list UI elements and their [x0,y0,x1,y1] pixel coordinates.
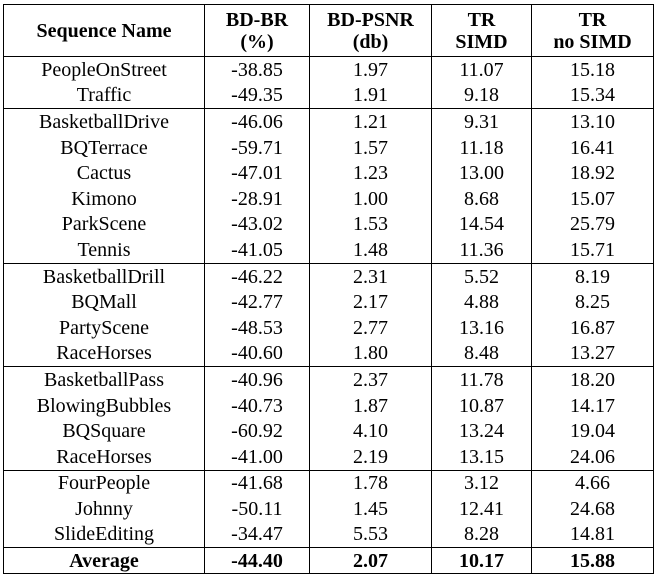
cell-sequence-name: FourPeople [4,470,205,496]
cell-sequence-name: BQMall [4,289,205,315]
cell-bd-br: -43.02 [205,212,310,238]
row-group-1 [4,57,654,109]
table-row [4,367,654,393]
cell-tr-simd: 13.16 [432,315,532,341]
cell-bd-br: -49.35 [205,83,310,109]
average-bd-psnr: 2.07 [310,548,432,574]
table-row [4,522,654,548]
header-tr-simd-line2: SIMD [455,30,508,53]
cell-tr-no-simd: 14.81 [532,522,654,548]
cell-bd-psnr: 1.23 [310,160,432,186]
table-row [4,444,654,470]
table-row [4,341,654,367]
cell-tr-no-simd: 25.79 [532,212,654,238]
header-tr-simd [432,5,532,57]
table-row [4,263,654,289]
cell-tr-no-simd: 15.34 [532,83,654,109]
cell-bd-psnr: 5.53 [310,522,432,548]
header-tr-no-simd-line1: TR [578,8,607,31]
cell-bd-br: -34.47 [205,522,310,548]
cell-bd-br: -46.22 [205,263,310,289]
cell-bd-psnr: 1.48 [310,237,432,263]
cell-sequence-name: Cactus [4,160,205,186]
table-row [4,418,654,444]
cell-sequence-name: RaceHorses [4,341,205,367]
cell-sequence-name: BasketballDrive [4,109,205,135]
cell-sequence-name: BlowingBubbles [4,393,205,419]
row-group-5 [4,470,654,548]
row-group-2 [4,109,654,264]
cell-tr-simd: 13.24 [432,418,532,444]
cell-tr-no-simd: 15.71 [532,237,654,263]
cell-sequence-name: Johnny [4,496,205,522]
cell-tr-simd: 9.31 [432,109,532,135]
cell-tr-simd: 9.18 [432,83,532,109]
cell-sequence-name: BasketballPass [4,367,205,393]
cell-bd-br: -40.96 [205,367,310,393]
cell-bd-psnr: 1.91 [310,83,432,109]
table-header [4,5,654,57]
cell-sequence-name: RaceHorses [4,444,205,470]
header-bd-br-line1: BD-BR [225,8,289,31]
header-sequence-name [4,5,205,57]
cell-bd-br: -41.05 [205,237,310,263]
table-row [4,186,654,212]
cell-bd-psnr: 2.31 [310,263,432,289]
cell-tr-no-simd: 24.68 [532,496,654,522]
cell-tr-no-simd: 13.27 [532,341,654,367]
average-section [4,548,654,574]
cell-tr-no-simd: 16.87 [532,315,654,341]
cell-bd-psnr: 1.80 [310,341,432,367]
cell-tr-no-simd: 18.20 [532,367,654,393]
cell-bd-psnr: 1.21 [310,109,432,135]
cell-bd-br: -41.00 [205,444,310,470]
table-row [4,315,654,341]
cell-bd-psnr: 4.10 [310,418,432,444]
row-group-4 [4,367,654,470]
cell-tr-simd: 5.52 [432,263,532,289]
table-row [4,496,654,522]
table-row [4,212,654,238]
average-tr-simd: 10.17 [432,548,532,574]
cell-bd-psnr: 1.57 [310,135,432,161]
cell-tr-simd: 4.88 [432,289,532,315]
header-bd-br-line2: (%) [240,30,274,53]
cell-tr-no-simd: 18.92 [532,160,654,186]
table-row [4,83,654,109]
cell-bd-psnr: 1.53 [310,212,432,238]
cell-bd-psnr: 1.00 [310,186,432,212]
table-row [4,470,654,496]
cell-tr-simd: 11.07 [432,57,532,83]
cell-bd-psnr: 2.19 [310,444,432,470]
average-row [4,548,654,574]
cell-bd-br: -59.71 [205,135,310,161]
cell-bd-psnr: 1.45 [310,496,432,522]
cell-tr-no-simd: 19.04 [532,418,654,444]
cell-tr-simd: 12.41 [432,496,532,522]
cell-bd-br: -42.77 [205,289,310,315]
average-label: Average [4,548,205,574]
cell-sequence-name: PartyScene [4,315,205,341]
cell-tr-simd: 8.28 [432,522,532,548]
header-bd-psnr-line1: BD-PSNR [327,8,414,31]
cell-tr-simd: 14.54 [432,212,532,238]
cell-bd-br: -40.60 [205,341,310,367]
cell-bd-br: -47.01 [205,160,310,186]
cell-sequence-name: Tennis [4,237,205,263]
table-row [4,57,654,83]
cell-tr-simd: 8.68 [432,186,532,212]
cell-bd-br: -38.85 [205,57,310,83]
cell-sequence-name: BasketballDrill [4,263,205,289]
cell-tr-simd: 3.12 [432,470,532,496]
header-sequence-name-label: Sequence Name [36,19,172,42]
cell-tr-no-simd: 8.19 [532,263,654,289]
cell-bd-br: -48.53 [205,315,310,341]
table-row [4,109,654,135]
table-row [4,160,654,186]
header-tr-no-simd [532,5,654,57]
cell-tr-no-simd: 13.10 [532,109,654,135]
header-bd-psnr-line2: (db) [352,30,389,53]
cell-bd-br: -46.06 [205,109,310,135]
cell-tr-simd: 8.48 [432,341,532,367]
cell-tr-simd: 13.15 [432,444,532,470]
cell-tr-simd: 11.78 [432,367,532,393]
cell-bd-psnr: 1.97 [310,57,432,83]
average-bd-br: -44.40 [205,548,310,574]
cell-sequence-name: BQSquare [4,418,205,444]
cell-bd-psnr: 2.77 [310,315,432,341]
cell-tr-simd: 11.36 [432,237,532,263]
cell-bd-psnr: 2.37 [310,367,432,393]
cell-tr-no-simd: 14.17 [532,393,654,419]
cell-sequence-name: Kimono [4,186,205,212]
cell-tr-no-simd: 8.25 [532,289,654,315]
table-row [4,237,654,263]
cell-sequence-name: ParkScene [4,212,205,238]
table-row [4,393,654,419]
cell-bd-br: -60.92 [205,418,310,444]
cell-tr-simd: 11.18 [432,135,532,161]
table-row [4,289,654,315]
cell-tr-simd: 13.00 [432,160,532,186]
average-tr-no-simd: 15.88 [532,548,654,574]
cell-sequence-name: SlideEditing [4,522,205,548]
header-tr-no-simd-line2: no SIMD [553,30,632,53]
cell-sequence-name: Traffic [4,83,205,109]
header-tr-simd-line1: TR [467,8,496,31]
cell-tr-no-simd: 4.66 [532,470,654,496]
results-table [3,4,654,574]
cell-tr-no-simd: 15.07 [532,186,654,212]
cell-bd-psnr: 1.78 [310,470,432,496]
cell-bd-br: -41.68 [205,470,310,496]
header-bd-br [205,5,310,57]
cell-tr-simd: 10.87 [432,393,532,419]
cell-sequence-name: PeopleOnStreet [4,57,205,83]
cell-tr-no-simd: 15.18 [532,57,654,83]
cell-bd-psnr: 2.17 [310,289,432,315]
cell-tr-no-simd: 24.06 [532,444,654,470]
header-row [4,5,654,57]
table-row [4,135,654,161]
header-bd-psnr [310,5,432,57]
cell-bd-br: -40.73 [205,393,310,419]
cell-bd-br: -28.91 [205,186,310,212]
cell-tr-no-simd: 16.41 [532,135,654,161]
cell-bd-psnr: 1.87 [310,393,432,419]
row-group-3 [4,263,654,366]
cell-bd-br: -50.11 [205,496,310,522]
cell-sequence-name: BQTerrace [4,135,205,161]
